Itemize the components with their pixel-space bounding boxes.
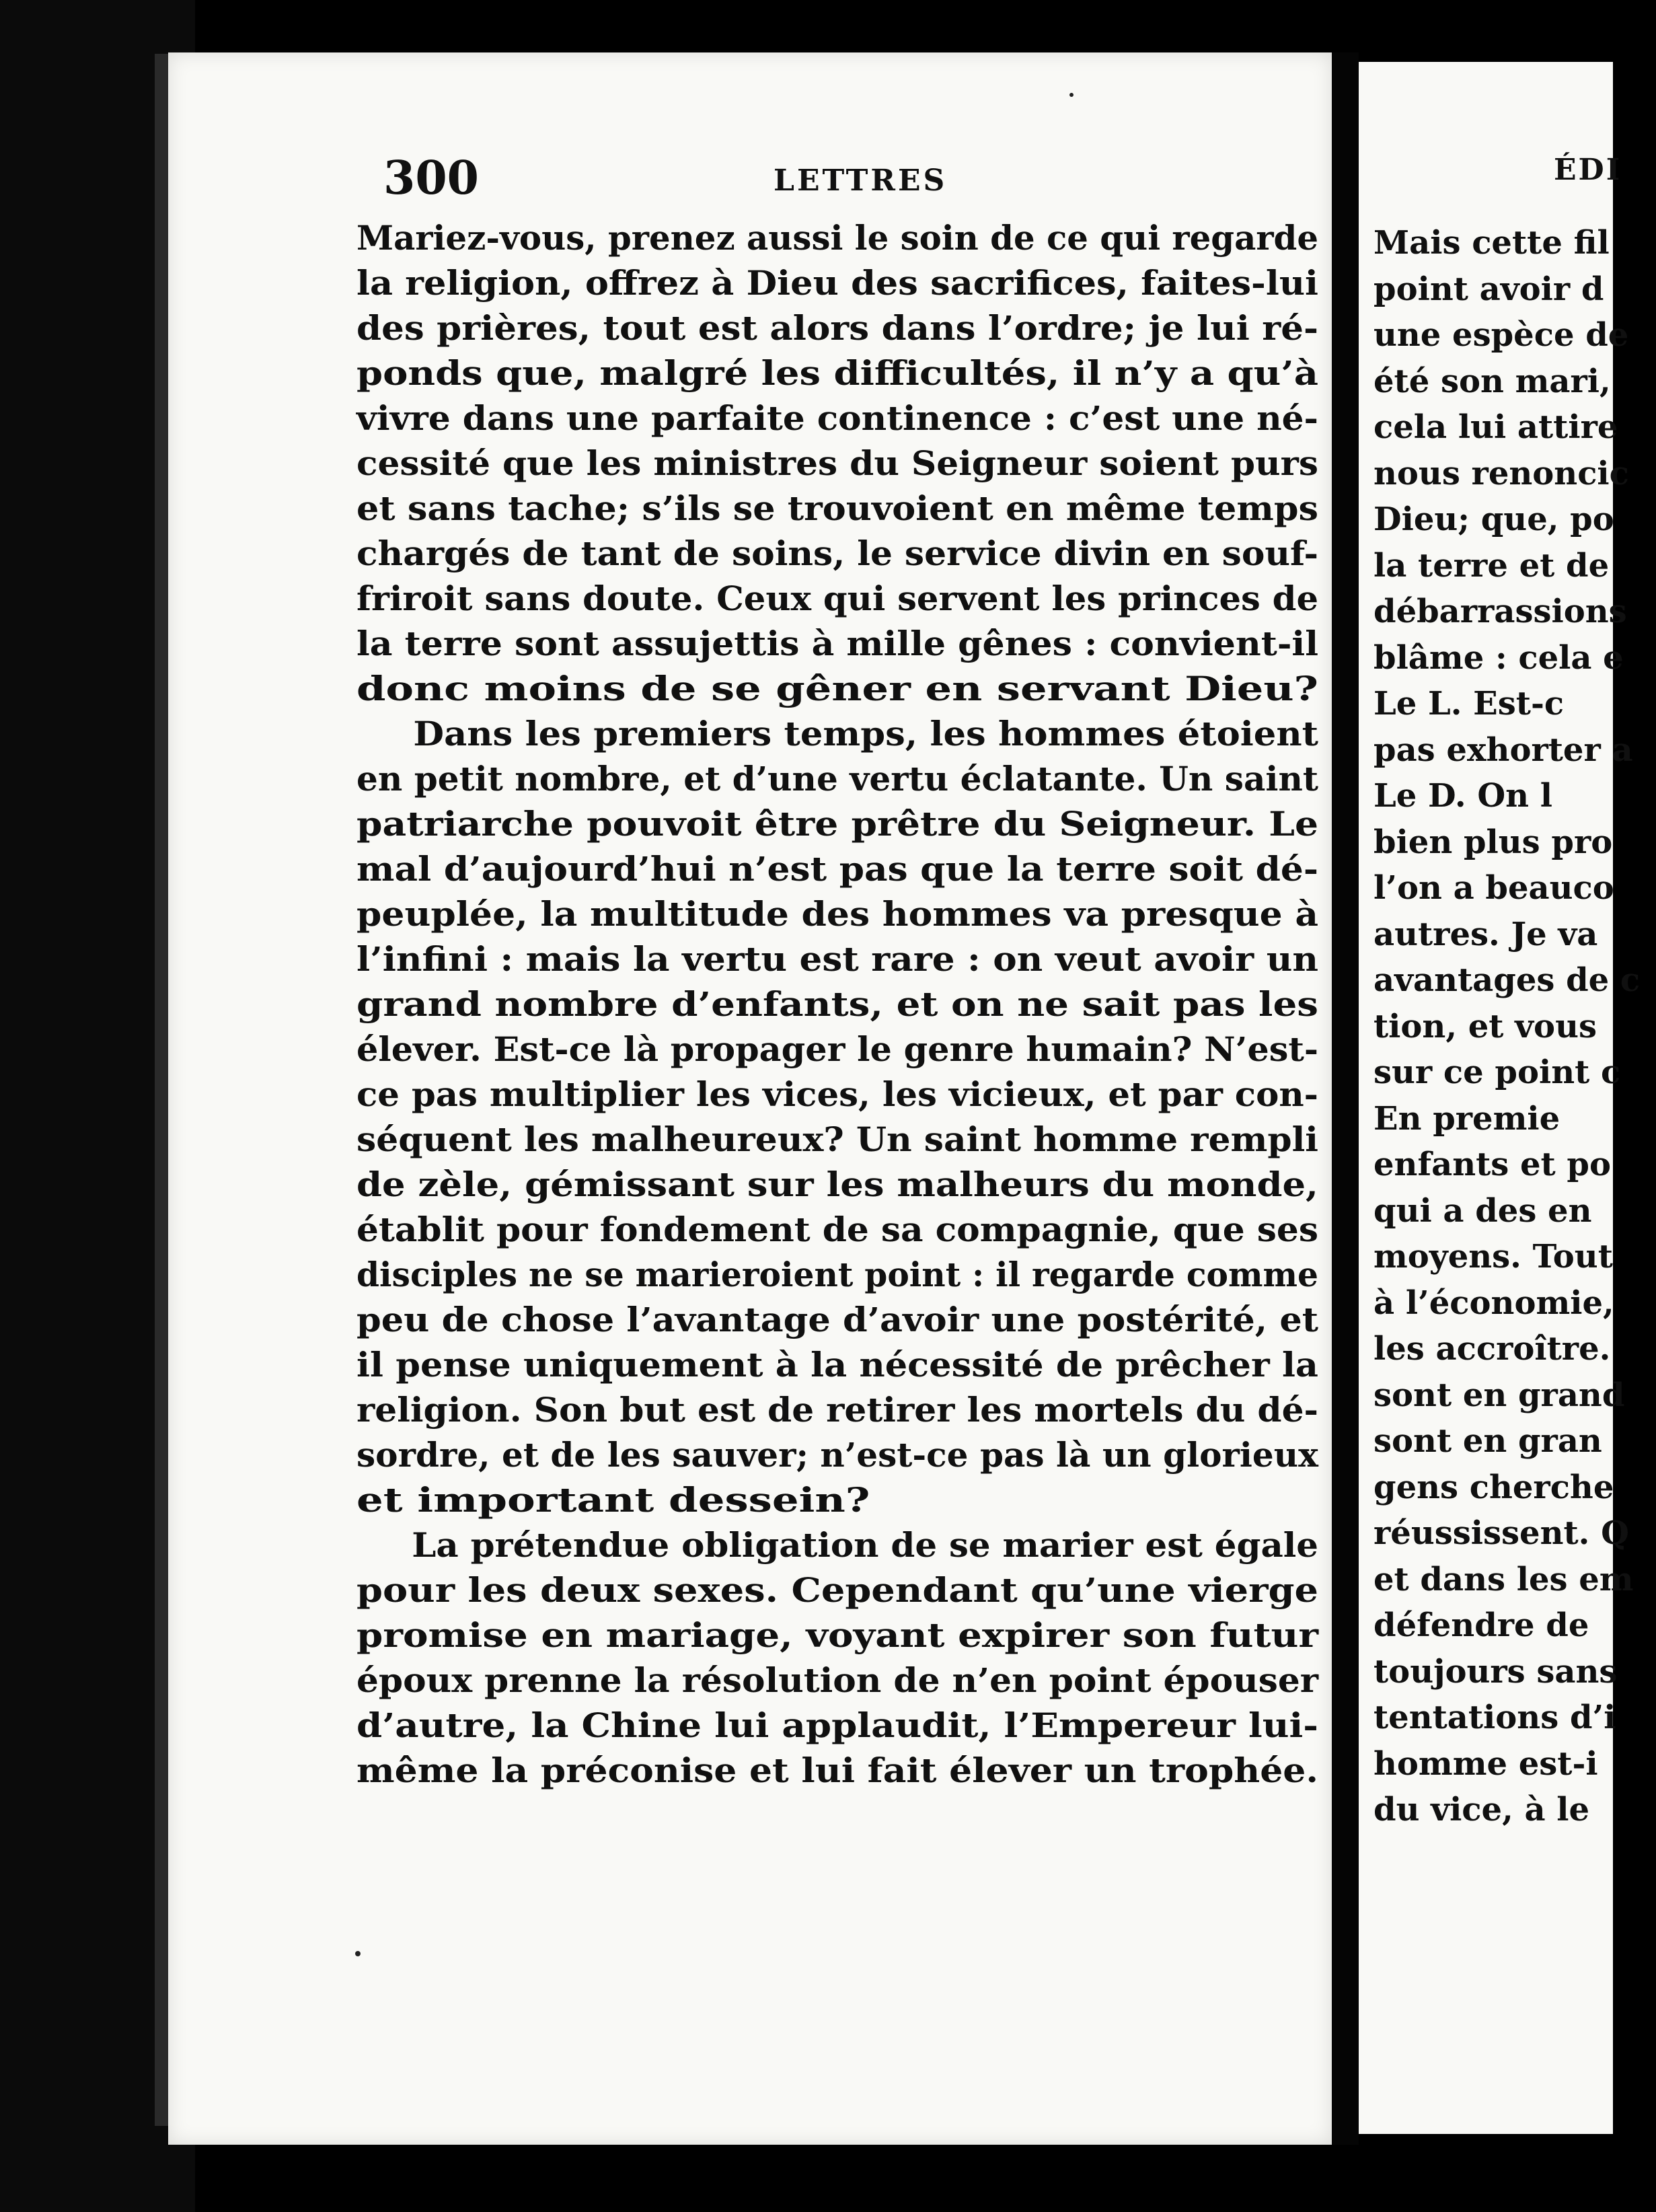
paragraph <box>356 711 1318 1522</box>
text-line: gens cherche <box>1373 1468 1614 1506</box>
text-line: défendre de <box>1373 1607 1589 1644</box>
text-line: donc moins de se gêner en servant Dieu? <box>356 669 1318 708</box>
text-line: ponds que, malgré les difficultés, il n’y a qu’à <box>356 353 1318 393</box>
text-line: peuplée, la multitude des hommes va presque à <box>356 894 1318 934</box>
text-line: la religion, offrez à Dieu des sacrifices, faites-lui <box>356 263 1318 303</box>
text-line: des prières, tout est alors dans l’ordre; je lui ré- <box>356 308 1318 348</box>
text-line: d’autre, la Chine lui applaudit, l’Empereur lui- <box>356 1705 1318 1745</box>
text-line: blâme : cela e <box>1373 638 1624 677</box>
right-page-text <box>1373 220 1656 1833</box>
text-line: pas exhorter a <box>1373 731 1633 769</box>
text-line: En premie <box>1373 1099 1560 1138</box>
text-line: même la préconise et lui fait élever un trophée. <box>356 1750 1318 1790</box>
paragraph <box>356 1522 1318 1793</box>
text-line: sont en grand <box>1373 1376 1625 1414</box>
text-line: grand nombre d’enfants, et on ne sait pas les <box>356 984 1318 1024</box>
text-line: sur ce point c <box>1373 1054 1621 1091</box>
text-line: promise en mariage, voyant expirer son futur <box>356 1615 1318 1655</box>
paper-speck <box>355 1951 361 1956</box>
text-line: à l’économie, <box>1373 1284 1614 1322</box>
text-line: de zèle, gémissant sur les malheurs du monde, <box>356 1165 1319 1204</box>
text-line: cela lui attire <box>1373 408 1618 446</box>
text-line: sordre, et de les sauver; n’est-ce pas là un glorieux <box>356 1435 1319 1475</box>
text-line: tentations d’i <box>1373 1699 1616 1736</box>
running-title: LETTRES <box>774 163 948 198</box>
text-line: Le L. Est-c <box>1373 685 1565 723</box>
text-line: et dans les em <box>1373 1560 1634 1598</box>
text-line: friroit sans doute. Ceux qui servent les princes de <box>356 579 1318 618</box>
right-page <box>1359 62 1641 2134</box>
text-line: chargés de tant de soins, le service divin en souf- <box>356 533 1318 573</box>
text-line: religion. Son but est de retirer les mortels du dé- <box>356 1390 1318 1430</box>
text-line: mal d’aujourd’hui n’est pas que la terre soit dé- <box>356 849 1318 889</box>
text-line: élever. Est-ce là propager le genre humain? N’est- <box>356 1029 1319 1069</box>
text-line: sont en gran <box>1373 1422 1602 1460</box>
text-line: toujours sans <box>1373 1652 1618 1691</box>
text-line: et important dessein? <box>356 1480 870 1520</box>
text-line: homme est-i <box>1373 1744 1598 1783</box>
text-line: disciples ne se marieroient point : il regarde comme <box>356 1255 1318 1294</box>
text-line: la terre sont assujettis à mille gênes : convient-il <box>356 624 1318 663</box>
text-line: enfants et po <box>1373 1146 1611 1183</box>
text-line: été son mari, <box>1373 362 1611 400</box>
page-number: 300 <box>383 151 479 205</box>
text-line: les accroître. <box>1373 1330 1611 1368</box>
text-line: Mais cette fil <box>1373 224 1610 262</box>
left-page-text <box>356 215 1318 1793</box>
text-line: du vice, à le <box>1373 1791 1590 1829</box>
text-line: l’on a beauco <box>1373 869 1614 907</box>
text-line: Le D. On l <box>1373 777 1552 815</box>
text-line: bien plus pro <box>1373 823 1613 861</box>
text-line: Dieu; que, po <box>1373 501 1614 538</box>
text-line: ce pas multiplier les vices, les vicieux, et par con- <box>356 1074 1318 1114</box>
text-line: Mariez-vous, prenez aussi le soin de ce qui regarde <box>356 218 1318 258</box>
text-line: époux prenne la résolution de n’en point épouser <box>356 1660 1318 1700</box>
text-line: La prétendue obligation de se marier est égale <box>412 1525 1319 1565</box>
text-line: séquent les malheureux? Un saint homme rempli <box>356 1119 1318 1159</box>
text-line: pour les deux sexes. Cependant qu’une vierge <box>356 1570 1318 1610</box>
text-line: la terre et de <box>1373 546 1610 585</box>
text-line: l’infini : mais la vertu est rare : on veut avoir un <box>356 939 1318 979</box>
text-line: tion, et vous <box>1373 1007 1597 1045</box>
text-line: une espèce de <box>1373 316 1629 354</box>
text-line: il pense uniquement à la nécessité de prêcher la <box>356 1345 1318 1385</box>
text-line: débarrassions <box>1373 593 1627 630</box>
text-line: qui a des en <box>1373 1191 1592 1230</box>
left-running-head <box>215 151 1325 212</box>
text-line: cessité que les ministres du Seigneur soient purs <box>356 443 1318 483</box>
text-line: point avoir d <box>1373 270 1604 308</box>
text-line: autres. Je va <box>1373 915 1598 953</box>
text-line: Dans les premiers temps, les hommes étoient <box>413 714 1318 753</box>
text-line: et sans tache; s’ils se trouvoient en même temps <box>356 488 1319 528</box>
right-running-title: ÉDI <box>1554 153 1622 187</box>
text-line: établit pour fondement de sa compagnie, que ses <box>356 1210 1318 1249</box>
text-line: avantages de c <box>1373 961 1641 999</box>
text-line: patriarche pouvoit être prêtre du Seigneur. Le <box>356 804 1318 844</box>
paragraph <box>356 215 1318 711</box>
text-line: réussissent. Q <box>1373 1514 1629 1552</box>
text-line: vivre dans une parfaite continence : c’est une né- <box>356 398 1318 438</box>
text-line: nous renoncic <box>1373 454 1629 492</box>
paper-speck <box>1069 93 1074 97</box>
text-line: moyens. Tout <box>1373 1238 1613 1276</box>
text-line: en petit nombre, et d’une vertu éclatante. Un saint <box>356 759 1319 799</box>
text-line: peu de chose l’avantage d’avoir une postérité, et <box>356 1300 1318 1339</box>
